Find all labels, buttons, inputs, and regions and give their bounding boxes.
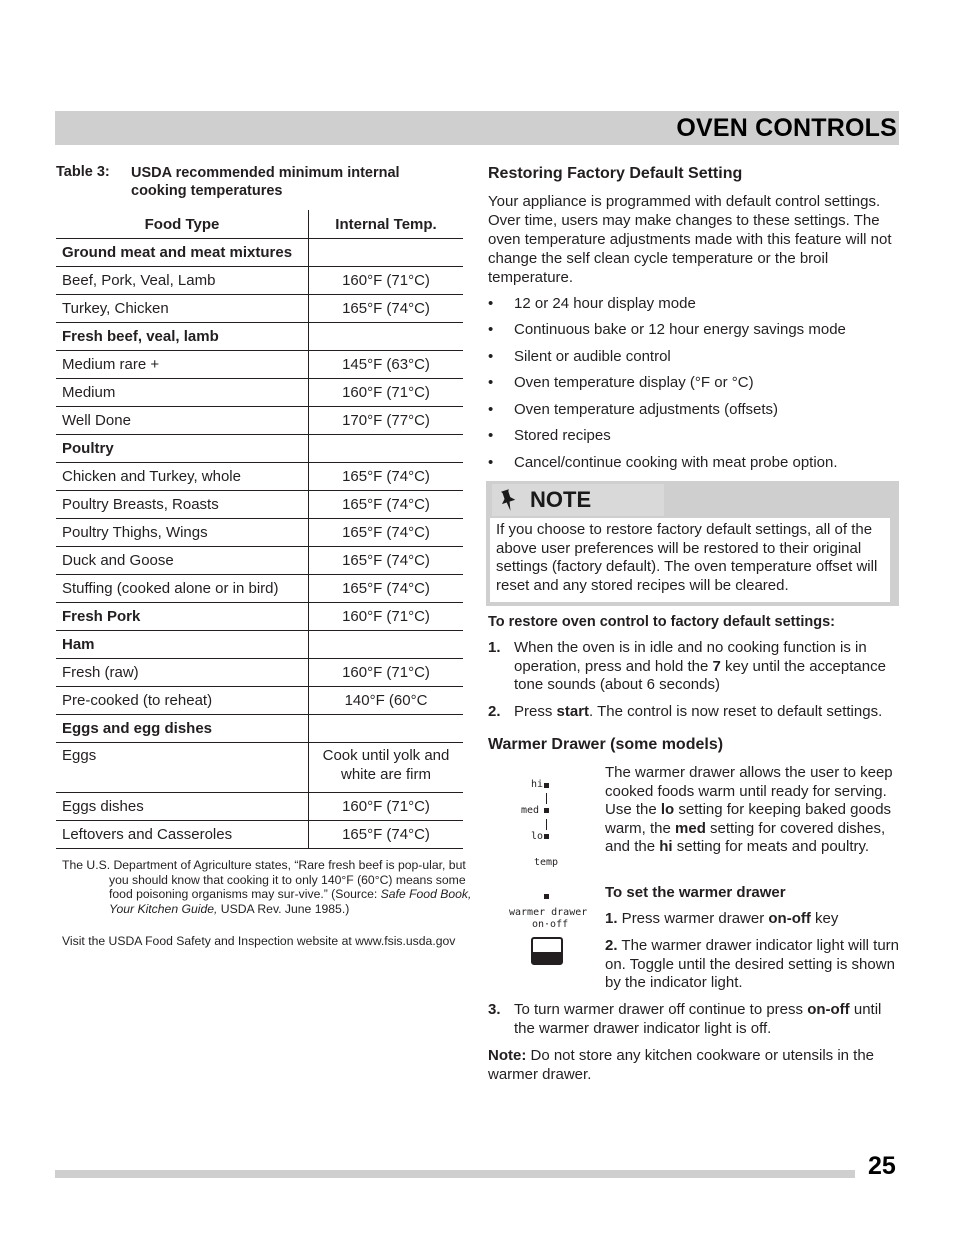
table-row (56, 491, 463, 519)
on-off-indicator-light (544, 894, 549, 899)
food-type-cell: Pre-cooked (to reheat) (56, 687, 309, 715)
internal-temp-cell: 140°F (60°C (309, 687, 464, 715)
note-text: If you choose to restore factory default settings, all of the above user preferences will be restored to their original settings (factory default). The oven temperature offset will reset and any stored recipes will be cleared. (490, 518, 890, 602)
hi-label: hi (531, 779, 544, 790)
section-title: OVEN CONTROLS (676, 114, 897, 142)
table-row (56, 351, 463, 379)
warmer-drawer-label: warmer drawer (509, 907, 588, 918)
footer-bar (55, 1170, 855, 1178)
internal-temp-cell: 160°F (71°C) (309, 793, 464, 821)
step-1-text: When the oven is in idle and no cooking function is in operation, press and hold the 7 key until the acceptance tone sounds (about 6 seconds) (514, 639, 886, 694)
bullet-marker: • (488, 321, 494, 338)
table-row (56, 547, 463, 575)
note-header (492, 484, 664, 516)
table-row (56, 463, 463, 491)
internal-temp-cell: 165°F (74°C) (309, 575, 464, 603)
table-row (56, 715, 463, 743)
table-row (56, 323, 463, 351)
food-type-cell: Well Done (56, 407, 309, 435)
table-row (56, 821, 463, 849)
column-header-food-type: Food Type (56, 210, 309, 239)
page-number: 25 (868, 1152, 896, 1180)
internal-temp-cell: 165°F (74°C) (309, 295, 464, 323)
table-row (56, 575, 463, 603)
lo-indicator-light (544, 834, 549, 839)
food-type-cell: Stuffing (cooked alone or in bird) (56, 575, 309, 603)
bullet-text: Continuous bake or 12 hour energy savings mode (514, 321, 846, 338)
temp-label: temp (534, 857, 559, 868)
table-row (56, 743, 463, 793)
column-header-internal-temp: Internal Temp. (309, 210, 464, 239)
warmer-heading: Warmer Drawer (some models) (488, 736, 724, 753)
bullet-text: Oven temperature adjustments (offsets) (514, 401, 779, 418)
internal-temp-cell: 160°F (71°C) (309, 659, 464, 687)
warmer-description: The warmer drawer allows the user to keep cooked foods warm until ready for serving. Use the lo setting for keeping baked goods warm, the med setting for covered dishes, and the hi setting for meats and poultry. (605, 764, 893, 856)
food-type-cell: Eggs (56, 743, 309, 793)
internal-temp-cell: 165°F (74°C) (309, 821, 464, 849)
internal-temp-cell: 165°F (74°C) (309, 547, 464, 575)
food-type-cell: Fresh Pork (56, 603, 309, 631)
food-type-cell: Poultry (56, 435, 309, 463)
food-type-cell: Eggs and egg dishes (56, 715, 309, 743)
food-type-cell: Duck and Goose (56, 547, 309, 575)
set-warmer-heading: To set the warmer drawer (605, 884, 786, 901)
bullet-text: 12 or 24 hour display mode (514, 295, 696, 312)
section-header-bar (55, 111, 899, 145)
bullet-marker: • (488, 374, 494, 391)
food-type-cell: Eggs dishes (56, 793, 309, 821)
food-type-cell: Medium (56, 379, 309, 407)
table-row (56, 407, 463, 435)
warmer-drawer-button[interactable] (531, 937, 563, 965)
food-type-cell: Poultry Thighs, Wings (56, 519, 309, 547)
food-type-cell: Leftovers and Casseroles (56, 821, 309, 849)
internal-temp-cell: Cook until yolk and white are firm (309, 743, 464, 793)
lo-label: lo (531, 831, 544, 842)
warmer-note: Note: Do not store any kitchen cookware or utensils in the warmer drawer. (488, 1047, 875, 1083)
internal-temp-cell (309, 323, 464, 351)
internal-temp-cell: 165°F (74°C) (309, 491, 464, 519)
med-label: med (521, 805, 540, 816)
food-type-cell: Ground meat and meat mixtures (56, 239, 309, 267)
food-type-cell: Poultry Breasts, Roasts (56, 491, 309, 519)
warmer-step-3-number: 3. (488, 1001, 501, 1018)
footnote-usda-website: Visit the USDA Food Safety and Inspection website at www.fsis.usda.gov (62, 934, 456, 948)
internal-temp-cell: 165°F (74°C) (309, 519, 464, 547)
table-row (56, 687, 463, 715)
bullet-marker: • (488, 348, 494, 365)
bullet-text: Oven temperature display (°F or °C) (514, 374, 754, 391)
step-2-text: Press start. The control is now reset to default settings. (514, 703, 883, 720)
internal-temp-cell (309, 715, 464, 743)
food-type-cell: Fresh beef, veal, lamb (56, 323, 309, 351)
table-caption-label: Table 3: (56, 164, 110, 180)
internal-temp-cell (309, 239, 464, 267)
food-type-cell: Turkey, Chicken (56, 295, 309, 323)
bullet-marker: • (488, 295, 494, 312)
cooking-temperature-table (56, 210, 463, 849)
food-type-cell: Ham (56, 631, 309, 659)
table-row (56, 631, 463, 659)
internal-temp-cell: 160°F (71°C) (309, 379, 464, 407)
internal-temp-cell (309, 435, 464, 463)
bullet-marker: • (488, 454, 494, 471)
warmer-step-3-text: To turn warmer drawer off continue to press on-off until the warmer drawer indicator light is off. (514, 1001, 882, 1037)
warmer-step-1: 1. Press warmer drawer on-off key (605, 910, 839, 927)
bullet-text: Cancel/continue cooking with meat probe option. (514, 454, 838, 471)
restore-intro: Your appliance is programmed with default control settings. Over time, users may make changes to these settings. The oven temperature adjustments made with this feature will not change the self clean cycle temperature or the broil temperature. (488, 193, 892, 286)
internal-temp-cell: 165°F (74°C) (309, 463, 464, 491)
table-row (56, 519, 463, 547)
bullet-text: Silent or audible control (514, 348, 671, 365)
warmer-step-2: 2. The warmer drawer indicator light will turn on. Toggle until the desired setting is shown by the indicator light. (605, 937, 900, 992)
internal-temp-cell: 170°F (77°C) (309, 407, 464, 435)
bullet-text: Stored recipes (514, 427, 611, 444)
table-row (56, 603, 463, 631)
table-row (56, 267, 463, 295)
step-2-number: 2. (488, 703, 501, 720)
restore-heading: Restoring Factory Default Setting (488, 165, 743, 182)
food-type-cell: Beef, Pork, Veal, Lamb (56, 267, 309, 295)
internal-temp-cell: 160°F (71°C) (309, 603, 464, 631)
table-row (56, 659, 463, 687)
table-row (56, 239, 463, 267)
food-type-cell: Fresh (raw) (56, 659, 309, 687)
table-row (56, 379, 463, 407)
note-box (486, 481, 899, 606)
table-caption: USDA recommended minimum internal cooking temperatures (131, 165, 400, 199)
pushpin-icon (500, 488, 520, 512)
level-divider (546, 819, 547, 830)
footnote-usda-rare-beef: The U.S. Department of Agriculture states, “Rare fresh beef is pop-ular, but you should know that cooking it to only 140°F (60°C) means some food poisoning organisms may sur-vive.” (Source: Safe Food Book, Your Kitchen Guide, USDA Rev. June 1985.) (62, 858, 472, 916)
table-row (56, 793, 463, 821)
level-divider (546, 793, 547, 804)
food-type-cell: Medium rare + (56, 351, 309, 379)
step-1-number: 1. (488, 639, 501, 656)
restore-steps-heading: To restore oven control to factory default settings: (488, 614, 835, 630)
on-off-label: on·off (532, 919, 569, 930)
bullet-marker: • (488, 401, 494, 418)
hi-indicator-light (544, 783, 549, 788)
internal-temp-cell: 145°F (63°C) (309, 351, 464, 379)
food-type-cell: Chicken and Turkey, whole (56, 463, 309, 491)
med-indicator-light (544, 808, 549, 813)
note-title: NOTE (530, 487, 592, 512)
bullet-marker: • (488, 427, 494, 444)
table-row (56, 295, 463, 323)
internal-temp-cell: 160°F (71°C) (309, 267, 464, 295)
internal-temp-cell (309, 631, 464, 659)
table-row (56, 435, 463, 463)
